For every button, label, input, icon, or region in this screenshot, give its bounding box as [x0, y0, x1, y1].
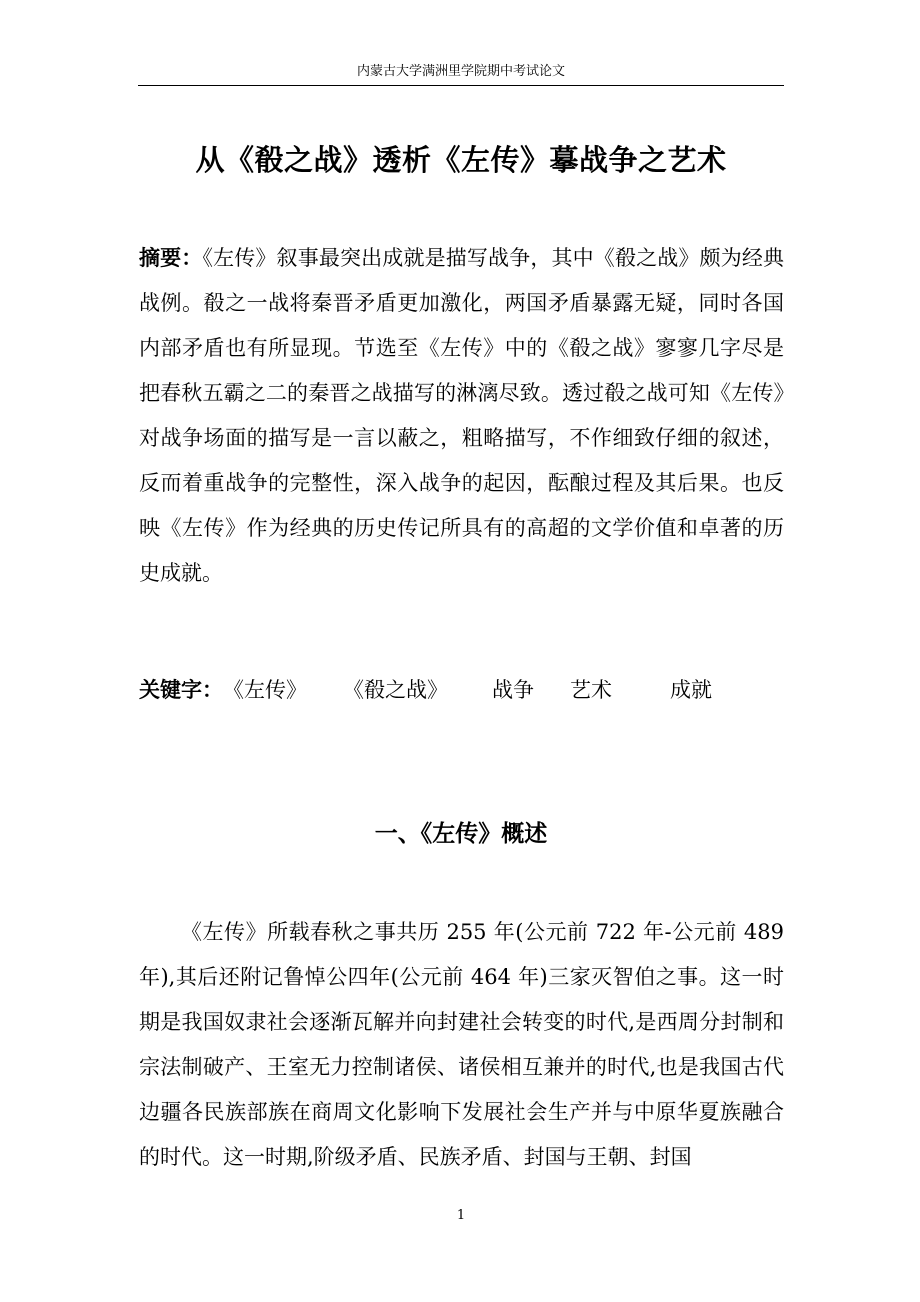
running-header: 内蒙古大学满洲里学院期中考试论文 [356, 64, 565, 79]
abstract-text: 《左传》叙事最突出成就是描写战争，其中《殽之战》颇为经典战例。殽之一战将秦晋矛盾更加激化，两国矛盾暴露无疑，同时各国内部矛盾也有所显现。节选至《左传》中的《殽之战》寥寥几字尽是把春秋五霸之二的秦晋之战描写的淋漓尽致。透过殽之战可知《左传》对战争场面的描写是一言以蔽之，粗略描写，不作细致仔细的叙述，反而着重战争的完整性，深入战争的起因，酝酿过程及其后果。也反映《左传》作为经典的历史传记所具有的高超的文学价值和卓著的历史成就。 [139, 246, 785, 585]
body-paragraph: 《左传》所载春秋之事共历 255 年(公元前 722 年-公元前 489 年),其后还附记鲁悼公四年(公元前 464 年)三家灭智伯之事。这一时期是我国奴隶社会逐渐瓦解并向封建社会转变的时代,是西周分封制和宗法制破产、王室无力控制诸侯、诸侯相互兼并的时代,也是我国古代边疆各民族部族在商周文化影响下发展社会生产并与中原华夏族融合的时代。这一时期,阶级矛盾、民族矛盾、封国与王朝、封国 [139, 920, 784, 1169]
keyword-item: 《殽之战》 [343, 678, 448, 702]
section-heading: 一、《左传》概述 [374, 821, 548, 847]
abstract-paragraph [139, 236, 784, 596]
abstract-label: 摘要： [139, 246, 203, 270]
keyword-item: 《左传》 [223, 678, 307, 702]
keywords-line [139, 672, 784, 708]
page-number: 1 [456, 1208, 466, 1223]
keywords-label: 关键字： [139, 678, 223, 702]
keyword-item: 艺术 [570, 678, 612, 702]
header-divider [138, 85, 784, 86]
keyword-item: 成就 [670, 678, 712, 702]
keyword-item: 战争 [492, 678, 534, 702]
paper-title: 从《殽之战》透析《左传》摹战争之艺术 [195, 143, 727, 177]
